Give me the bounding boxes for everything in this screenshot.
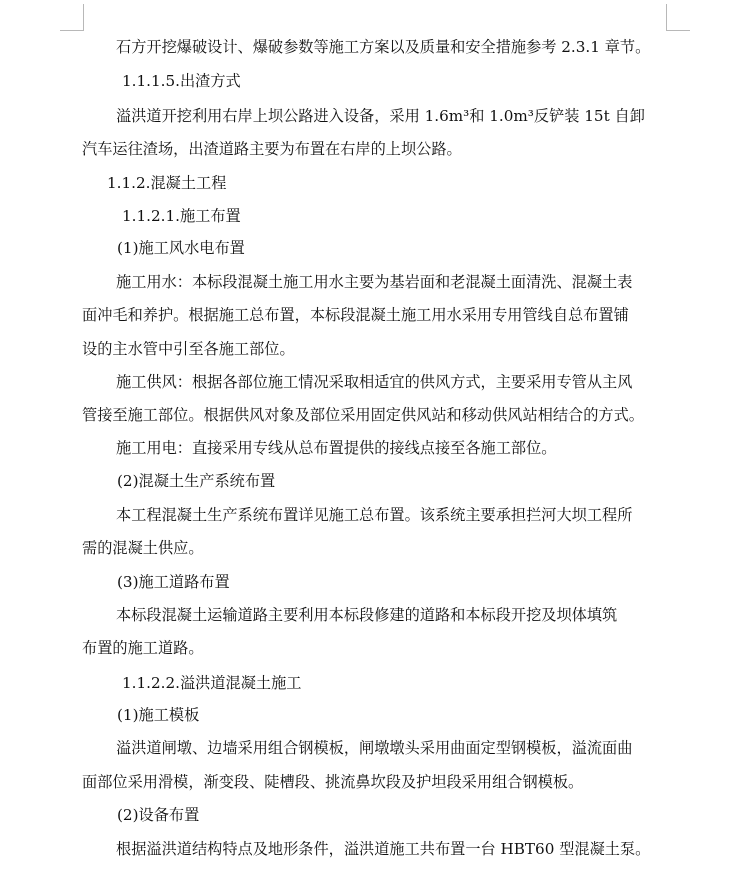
paragraph-line: 石方开挖爆破设计、爆破参数等施工方案以及质量和安全措施参考 2.3.1 章节。 xyxy=(116,38,651,56)
subsection-title: (2)设备布置 xyxy=(117,806,200,824)
section-heading: 1.1.2.1.施工布置 xyxy=(122,207,241,225)
paragraph-line: 根据溢洪道结构特点及地形条件，溢洪道施工共布置一台 HBT60 型混凝土泵。 xyxy=(116,840,651,858)
paragraph-line: 需的混凝土供应。 xyxy=(82,539,204,557)
subsection-title: (2)混凝土生产系统布置 xyxy=(117,472,276,490)
paragraph-line: 溢洪道开挖利用右岸上坝公路进入设备，采用 1.6m³和 1.0m³反铲装 15t 自卸 xyxy=(116,107,645,125)
paragraph-line: 设的主水管中引至各施工部位。 xyxy=(82,340,295,358)
subsection-title: (3)施工道路布置 xyxy=(117,573,230,591)
section-heading: 1.1.2.2.溢洪道混凝土施工 xyxy=(122,674,302,692)
paragraph-line: 面冲毛和养护。根据施工总布置，本标段混凝土施工用水采用专用管线自总布置铺 xyxy=(82,306,629,324)
paragraph-line: 汽车运往渣场，出渣道路主要为布置在右岸的上坝公路。 xyxy=(82,140,462,158)
subsection-title: (1)施工模板 xyxy=(117,706,200,724)
paragraph-line: 面部位采用滑模，渐变段、陡槽段、挑流鼻坎段及护坦段采用组合钢模板。 xyxy=(82,773,584,791)
paragraph-line: 本标段混凝土运输道路主要利用本标段修建的道路和本标段开挖及坝体填筑 xyxy=(116,606,618,624)
subsection-title: (1)施工风水电布置 xyxy=(117,239,245,257)
crop-mark-left xyxy=(60,4,84,31)
paragraph-line: 施工供风：根据各部位施工情况采取相适宜的供风方式，主要采用专管从主风 xyxy=(116,373,633,391)
paragraph-line: 施工用水：本标段混凝土施工用水主要为基岩面和老混凝土面清洗、混凝土表 xyxy=(116,273,633,291)
paragraph-line: 本工程混凝土生产系统布置详见施工总布置。该系统主要承担拦河大坝工程所 xyxy=(116,506,633,524)
section-heading: 1.1.2.混凝土工程 xyxy=(107,174,227,192)
paragraph-line: 施工用电：直接采用专线从总布置提供的接线点接至各施工部位。 xyxy=(116,439,557,457)
paragraph-line: 溢洪道闸墩、边墙采用组合钢模板，闸墩墩头采用曲面定型钢模板，溢流面曲 xyxy=(116,739,633,757)
paragraph-line: 布置的施工道路。 xyxy=(82,639,204,657)
paragraph-line: 管接至施工部位。根据供风对象及部位采用固定供风站和移动供风站相结合的方式。 xyxy=(82,406,644,424)
section-heading: 1.1.1.5.出渣方式 xyxy=(122,72,241,90)
crop-mark-right xyxy=(666,4,690,31)
